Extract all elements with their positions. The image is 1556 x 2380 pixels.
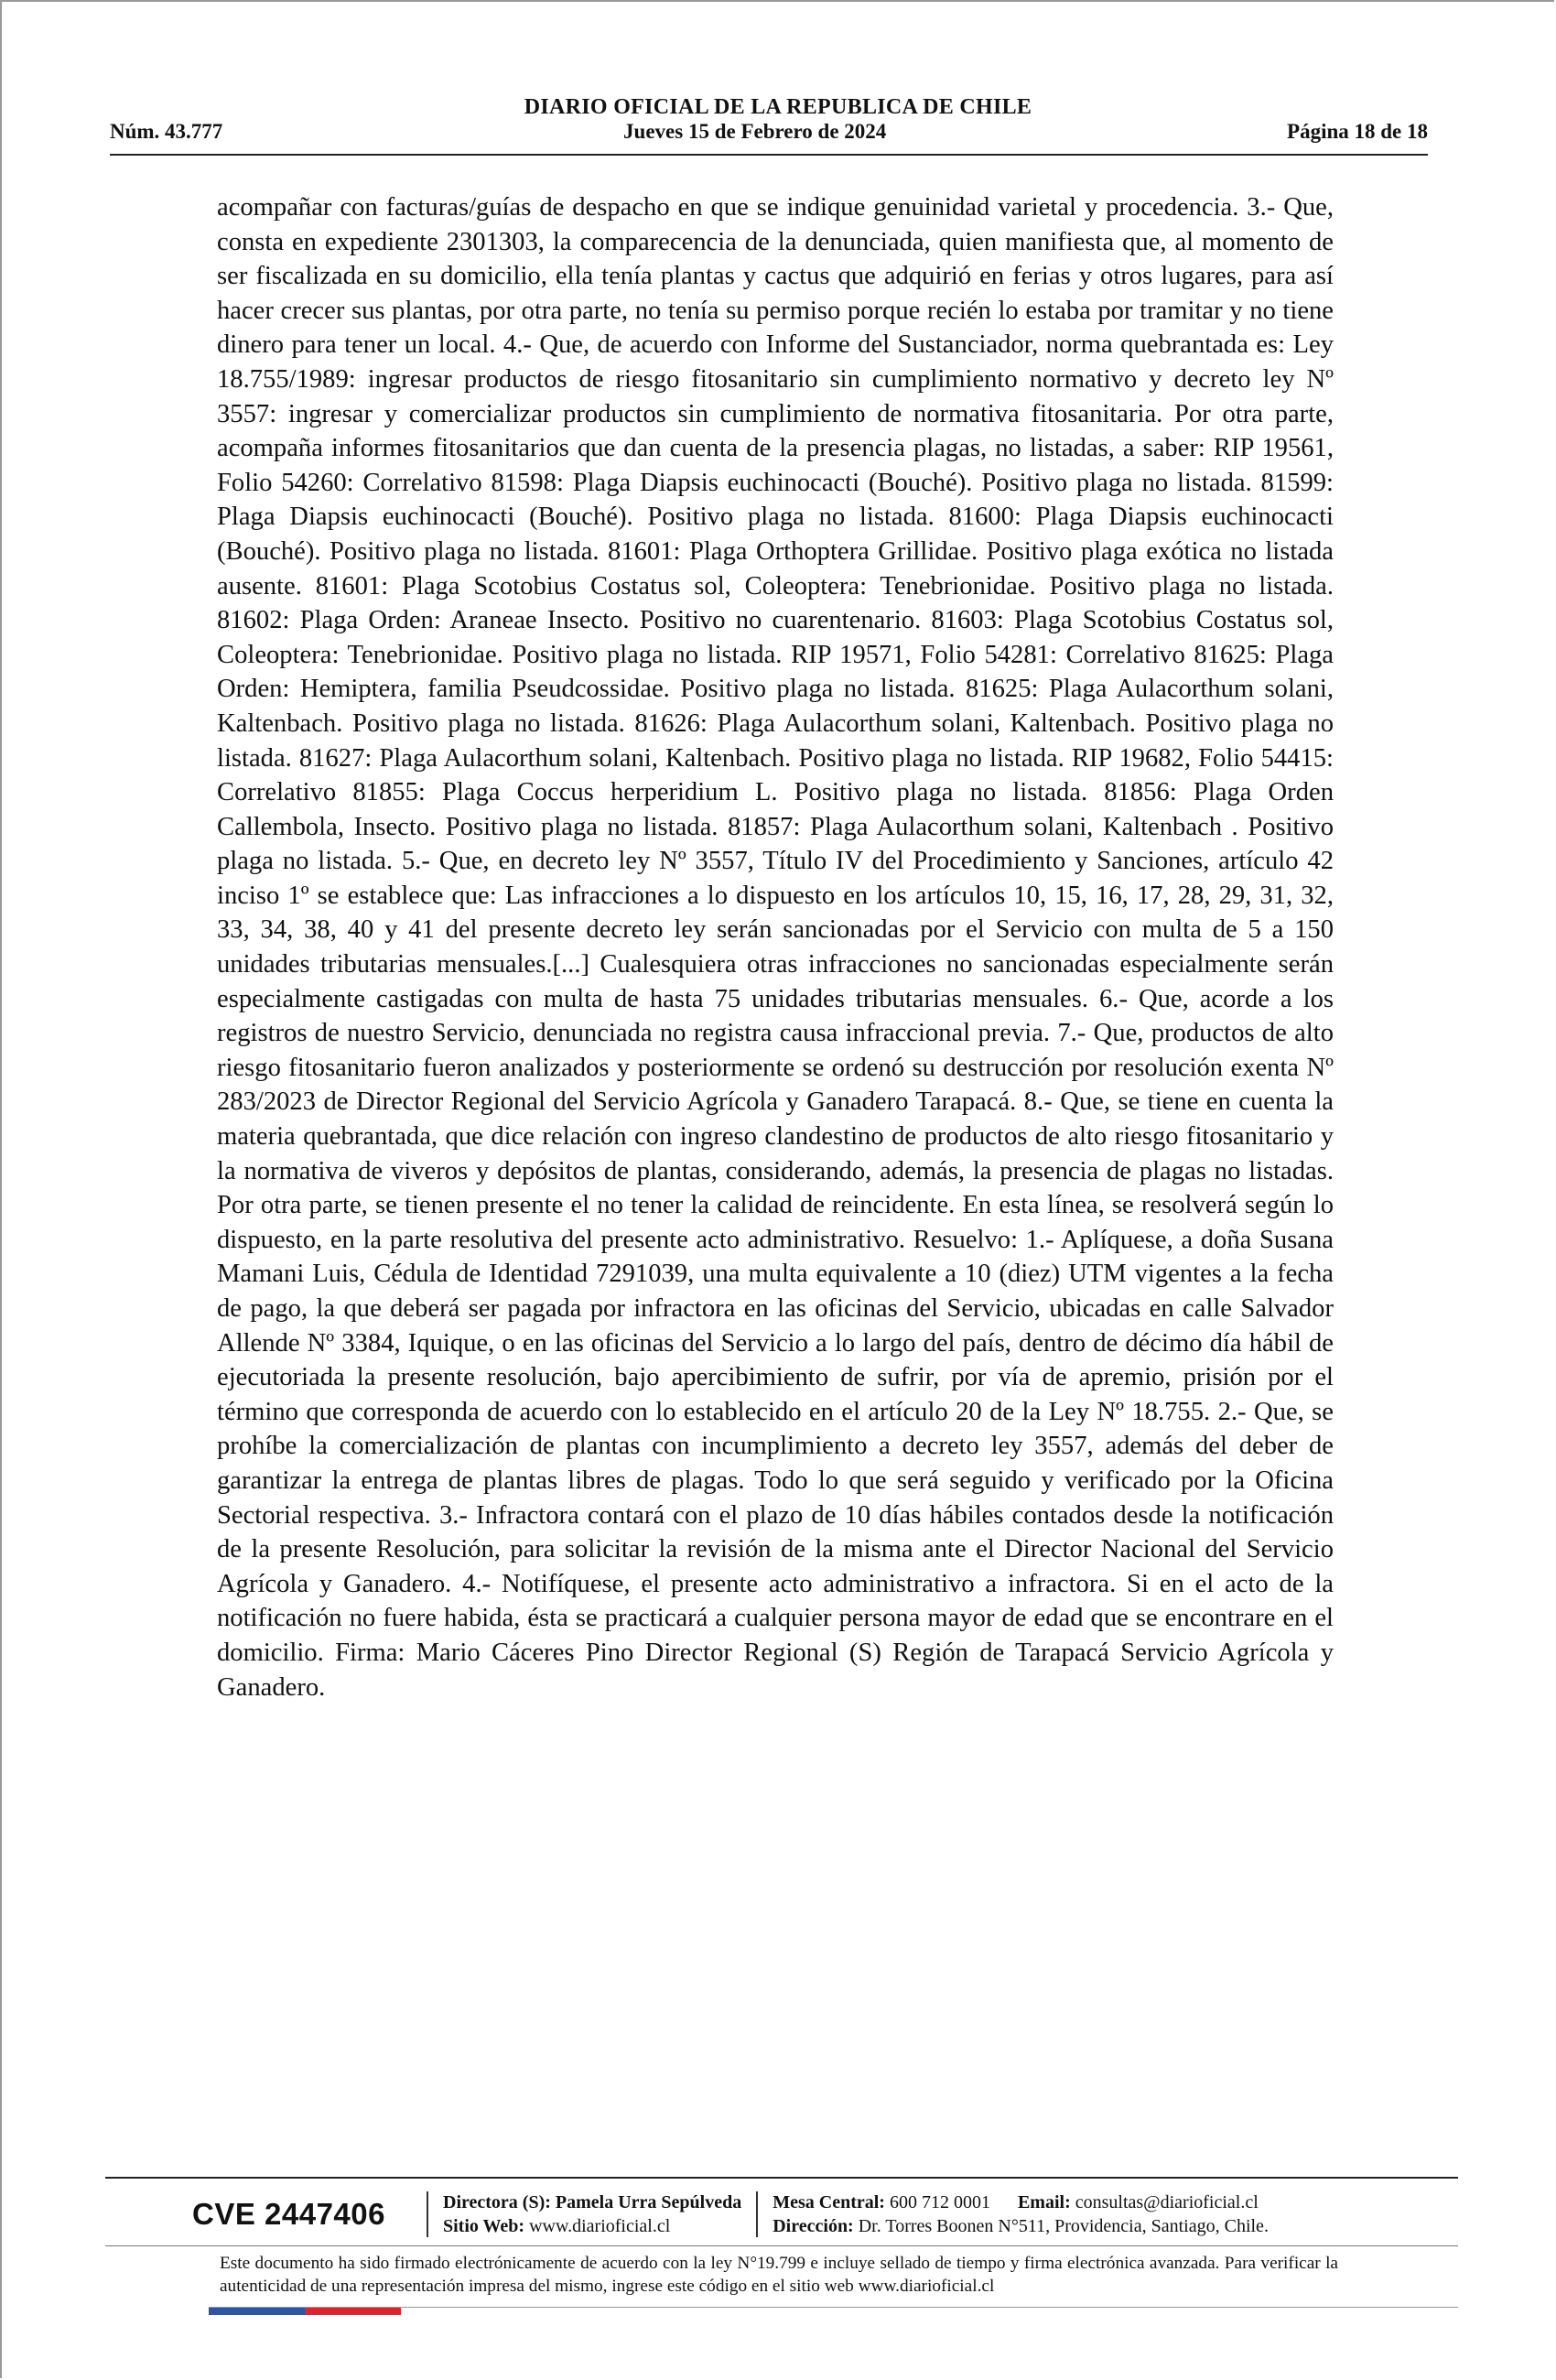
footer-director-column <box>443 2191 741 2238</box>
document-body <box>217 190 1334 1704</box>
cve-code: CVE 2447406 <box>192 2197 385 2231</box>
footer-separator <box>756 2191 758 2237</box>
footer-divider-top <box>105 2177 1458 2179</box>
header-row <box>110 120 1428 144</box>
page-number: Página 18 de 18 <box>1287 120 1428 143</box>
footer-info <box>192 2183 1410 2245</box>
footer-separator <box>427 2191 428 2237</box>
flag-blue-segment <box>209 2308 305 2315</box>
body-paragraph: acompañar con facturas/guías de despacho en que se indique genuinidad varietal y procedencia. 3.- Que, consta en expediente 2301303, la comparecencia de la denunciada, quien manifiesta que, al momento de ser fiscalizada en su domicilio, ella tenía plantas y cactus que adquirió en ferias y otros lugares, para así hacer crecer sus plantas, por otra parte, no tenía su permiso porque recién lo estaba por tramitar y no tiene dinero para tener un local. 4.- Que, de acuerdo con Informe del Sustanciador, norma quebrantada es: Ley 18.755/1989: ingresar productos de riesgo fitosanitario sin cumplimiento normativo y decreto ley Nº 3557: ingresar y comercializar productos sin cumplimiento de normativa fitosanitaria. Por otra parte, acompaña informes fitosanitarios que dan cuenta de la presencia plagas, no listadas, a saber: RIP 19561, Folio 54260: Correlativo 81598: Plaga Diapsis euchinocacti (Bouché). Positivo plaga no listada. 81599: Plaga Diapsis euchinocacti (Bouché). Positivo plaga no listada. 81600: Plaga Diapsis euchinocacti (Bouché). Positivo plaga no listada. 81601: Plaga Orthoptera Grillidae. Positivo plaga exótica no listada ausente. 81601: Plaga Scotobius Costatus sol, Coleoptera: Tenebrionidae. Positivo plaga no listada. 81602: Plaga Orden: Araneae Insecto. Positivo no cuarentenario. 81603: Plaga Scotobius Costatus sol, Coleoptera: Tenebrionidae. Positivo plaga no listada. RIP 19571, Folio 54281: Correlativo 81625: Plaga Orden: Hemiptera, familia Pseudcossidae. Positivo plaga no listada. 81625: Plaga Aulacorthum solani, Kaltenbach. Positivo plaga no listada. 81626: Plaga Aulacorthum solani, Kaltenbach. Positivo plaga no listada. 81627: Plaga Aulacorthum solani, Kaltenbach. Positivo plaga no listada. RIP 19682, Folio 54415: Correlativo 81855: Plaga Coccus herperidium L. Positivo plaga no listada. 81856: Plaga Orden Callembola, Insecto. Positivo plaga no listada. 81857: Plaga Aulacorthum solani, Kaltenbach . Positivo plaga no listada. 5.- Que, en decreto ley Nº 3557, Título IV del Procedimiento y Sanciones, artículo 42 inciso 1º se establece que: Las infracciones a lo dispuesto en los artículos 10, 15, 16, 17, 28, 29, 31, 32, 33, 34, 38, 40 y 41 del presente decreto ley serán sancionadas por el Servicio con multa de 5 a 150 unidades tributarias mensuales.[...] Cualesquiera otras infracciones no sancionadas especialmente serán especialmente castigadas con multa de hasta 75 unidades tributarias mensuales. 6.- Que, acorde a los registros de nuestro Servicio, denunciada no registra causa infraccional previa. 7.- Que, productos de alto riesgo fitosanitario fueron analizados y posteriormente se ordenó su destrucción por resolución exenta Nº 283/2023 de Director Regional del Servicio Agrícola y Ganadero Tarapacá. 8.- Que, se tiene en cuenta la materia quebrantada, que dice relación con ingreso clandestino de productos de alto riesgo fitosanitario y la normativa de viveros y depósitos de plantas, considerando, además, la presencia de plagas no listadas. Por otra parte, se tienen presente el no tener la calidad de reincidente. En esta línea, se resolverá según lo dispuesto, en la parte resolutiva del presente acto administrativo. Resuelvo: 1.- Aplíquese, a doña Susana Mamani Luis, Cédula de Identidad 7291039, una multa equivalente a 10 (diez) UTM vigentes a la fecha de pago, la que deberá ser pagada por infractora en las oficinas del Servicio, ubicadas en calle Salvador Allende Nº 3384, Iquique, o en las oficinas del Servicio a lo largo del país, dentro de décimo día hábil de ejecutoriada la presente resolución, bajo apercibimiento de sufrir, por vía de apremio, prisión por el término que corresponda de acuerdo con lo establecido en el artículo 20 de la Ley Nº 18.755. 2.- Que, se prohíbe la comercialización de plantas con incumplimiento a decreto ley 3557, además del deber de garantizar la entrega de plantas libres de plagas. Todo lo que será seguido y verificado por la Oficina Sectorial respectiva. 3.- Infractora contará con el plazo de 10 días hábiles contados desde la notificación de la presente Resolución, para solicitar la revisión de la misma ante el Director Nacional del Servicio Agrícola y Ganadero. 4.- Notifíquese, el presente acto administrativo a infractora. Si en el acto de la notificación no fuere habida, ésta se practicará a cualquier persona mayor de edad que se encontrare en el domicilio. Firma: Mario Cáceres Pino Director Regional (S) Región de Tarapacá Servicio Agrícola y Ganadero. <box>217 193 1334 1702</box>
email-link[interactable]: consultas@diarioficial.cl <box>1075 2192 1259 2212</box>
flag-color-bar <box>209 2308 401 2315</box>
newspaper-title: DIARIO OFICIAL DE LA REPUBLICA DE CHILE <box>524 95 1032 119</box>
verification-note: Este documento ha sido firmado electrónicamente de acuerdo con la ley N°19.799 e incluye sellado de tiempo y firma electrónica avanzada. Para verificar la autenticidad de una representación impresa del mismo, ingrese este código en el sitio web www.diarioficial.cl <box>220 2254 1338 2296</box>
address-value: Dr. Torres Boonen N°511, Providencia, Santiago, Chile. <box>858 2216 1269 2236</box>
issue-number: Núm. 43.777 <box>110 120 223 143</box>
director-name: Pamela Urra Sepúlveda <box>555 2192 742 2212</box>
header-divider <box>110 154 1428 156</box>
issue-date: Jueves 15 de Febrero de 2024 <box>623 120 887 143</box>
site-link[interactable]: www.diarioficial.cl <box>529 2216 671 2236</box>
mesa-label: Mesa Central: <box>773 2192 885 2212</box>
site-label: Sitio Web: <box>443 2216 525 2236</box>
footer-contact-column <box>773 2191 1269 2238</box>
flag-red-segment <box>305 2308 401 2315</box>
mesa-phone: 600 712 0001 <box>889 2192 990 2212</box>
address-label: Dirección: <box>773 2216 854 2236</box>
footer-divider-mid <box>105 2245 1458 2246</box>
director-label: Directora (S): <box>443 2192 551 2212</box>
email-label: Email: <box>1017 2192 1071 2212</box>
